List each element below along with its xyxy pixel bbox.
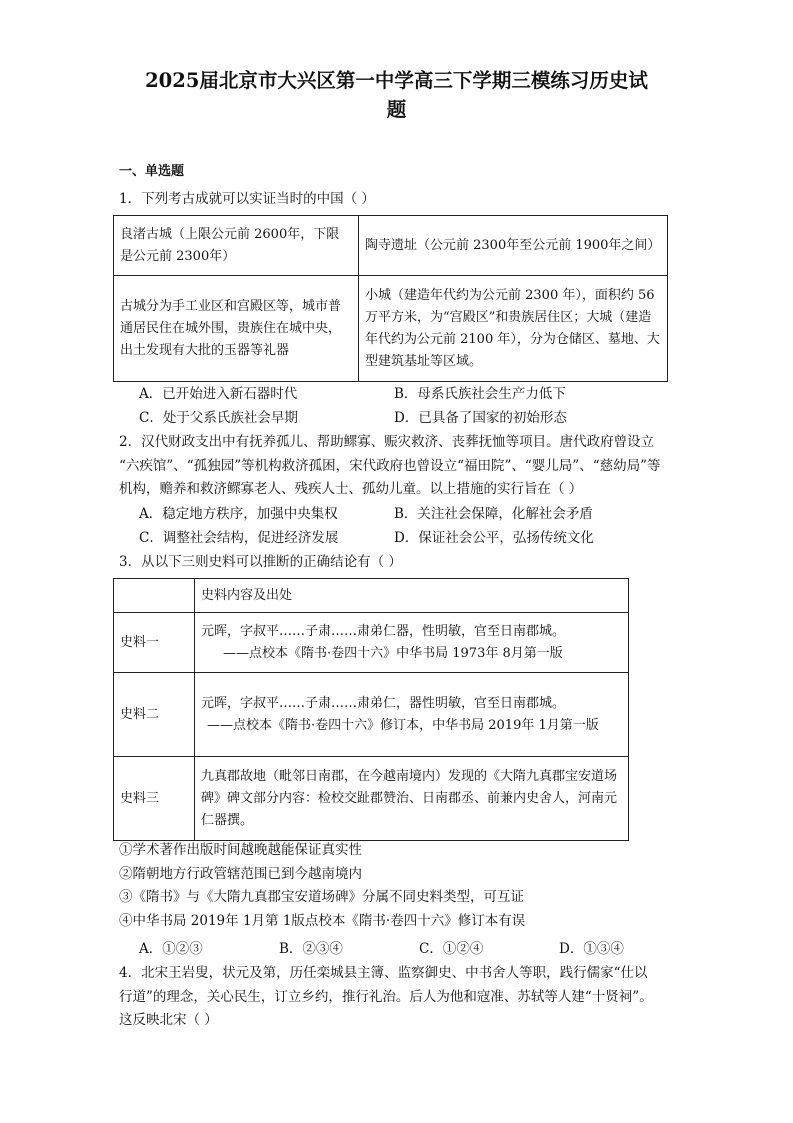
source-2-text: 元晖，字叔平……子肃……肃弟仁，器性明敏，官至日南郡城。 bbox=[201, 695, 566, 711]
question-1-stem bbox=[119, 188, 679, 212]
question-4-line-3: 这反映北宋（ ） bbox=[119, 1012, 218, 1028]
question-2-stem bbox=[119, 431, 679, 502]
table-row-label-3: 史料三 bbox=[114, 757, 195, 841]
table-row-content-2 bbox=[195, 673, 629, 757]
option-a[interactable]: A．已开始进入新石器时代 bbox=[139, 386, 298, 402]
question-3-text: 3．从以下三则史料可以推断的正确结论有（ ） bbox=[119, 554, 402, 570]
question-2-line-1: 2．汉代财政支出中有抚养孤儿、帮助鳏寡、赈灾救济、丧葬抚恤等项目。唐代政府曾设立 bbox=[119, 434, 655, 450]
option-d[interactable]: D．保证社会公平，弘扬传统文化 bbox=[394, 529, 594, 546]
source-3-text: 九真郡故地（毗邻日南郡，在今越南境内）发现的《大隋九真郡宝安道场碑》碑文部分内容：检校交趾郡赞治、日南郡丞、前兼内史舍人，河南元仁器撰。 bbox=[201, 768, 618, 828]
title-line-1: 2025届北京市大兴区第一中学高三下学期三模练习历史试 bbox=[145, 69, 648, 92]
table-row-content-1 bbox=[195, 613, 629, 673]
question-2-options bbox=[139, 503, 679, 550]
table-row-label-2: 史料二 bbox=[114, 673, 195, 757]
table-header-empty bbox=[114, 579, 195, 613]
question-1-text: 1．下列考古成就可以实证当时的中国（ ） bbox=[119, 191, 375, 207]
table-cell-taosi-header: 陶寺遗址（公元前 2300年至公元前 1900年之间） bbox=[359, 216, 668, 276]
option-a[interactable]: A．①②③ bbox=[139, 941, 203, 957]
statement-3: ③《隋书》与《大隋九真郡宝安道场碑》分属不同史料类型，可互证 bbox=[119, 889, 524, 905]
question-2-line-3: 机构，赡养和救济鳏寡老人、残疾人士、孤幼儿童。以上措施的实行旨在（ ） bbox=[119, 481, 583, 497]
question-3-options bbox=[139, 937, 699, 957]
table-header-source: 史料内容及出处 bbox=[195, 579, 629, 613]
table-row-label-1: 史料一 bbox=[114, 613, 195, 673]
question-3-statements bbox=[119, 839, 679, 933]
source-1-text: 元晖，字叔平……子肃……肃弟仁器，性明敏，官至日南郡城。 bbox=[201, 623, 566, 639]
option-c[interactable]: C．①②④ bbox=[419, 941, 484, 957]
option-b[interactable]: B．母系氏族社会生产力低下 bbox=[394, 386, 566, 402]
table-cell-liangzhu-header: 良渚古城（上限公元前 2600年，下限是公元前 2300年） bbox=[114, 216, 359, 276]
statement-2: ②隋朝地方行政管辖范围已到今越南境内 bbox=[119, 865, 362, 882]
question-2-line-2: “六疾馆”、“孤独园”等机构救济孤困，宋代政府也曾设立“福田院”、“婴儿局”、“慈幼局”等 bbox=[119, 457, 661, 474]
question-1-options bbox=[139, 383, 679, 430]
source-2-citation: ——点校本《隋书·卷四十六》修订本，中华书局 2019年 1月第一版 bbox=[207, 717, 599, 733]
title-line-2: 题 bbox=[386, 98, 407, 121]
question-4-line-1: 4．北宋王岩叟，状元及第，历任栾城县主簿、监察御史、中书舍人等职，践行儒家“仕以 bbox=[119, 965, 648, 981]
option-b[interactable]: B．②③④ bbox=[279, 941, 343, 957]
question-1-table bbox=[113, 215, 668, 382]
option-d[interactable]: D．①③④ bbox=[559, 941, 624, 957]
source-1-citation: ——点校本《隋书·卷四十六》中华书局 1973年 8月第一版 bbox=[223, 645, 563, 661]
question-4-line-2: 行道”的理念，关心民生，订立乡约，推行礼治。后人为他和寇准、苏轼等人建“十贤祠”。 bbox=[119, 988, 653, 1005]
option-d[interactable]: D．已具备了国家的初始形态 bbox=[394, 409, 567, 426]
table-cell-taosi-content: 小城（建造年代约为公元前 2300 年），面积约 56万平方米，为“宫殿区”和贵族居住区；大城（建造年代约为公元前 2100 年），分为仓储区、墓地、大型建筑基址等区域。 bbox=[359, 276, 668, 382]
option-b[interactable]: B．关注社会保障，化解社会矛盾 bbox=[394, 506, 593, 522]
page-title bbox=[110, 66, 683, 124]
option-c[interactable]: C．调整社会结构，促进经济发展 bbox=[139, 529, 339, 546]
option-c[interactable]: C．处于父系氏族社会早期 bbox=[139, 409, 298, 426]
question-3-stem bbox=[119, 551, 679, 575]
statement-1: ①学术著作出版时间越晚越能保证真实性 bbox=[119, 842, 362, 858]
table-row-content-3 bbox=[195, 757, 629, 841]
option-a[interactable]: A．稳定地方秩序，加强中央集权 bbox=[139, 506, 338, 522]
section-heading: 一、单选题 bbox=[119, 164, 185, 179]
question-4-stem bbox=[119, 962, 679, 1033]
statement-4: ④中华书局 2019年 1月第 1版点校本《隋书·卷四十六》修订本有误 bbox=[119, 912, 526, 929]
question-3-table bbox=[113, 578, 629, 841]
table-cell-liangzhu-content: 古城分为手工业区和宫殿区等，城市普通居民住在城外围，贵族住在城中央，出土发现有大批的玉器等礼器 bbox=[114, 276, 359, 382]
